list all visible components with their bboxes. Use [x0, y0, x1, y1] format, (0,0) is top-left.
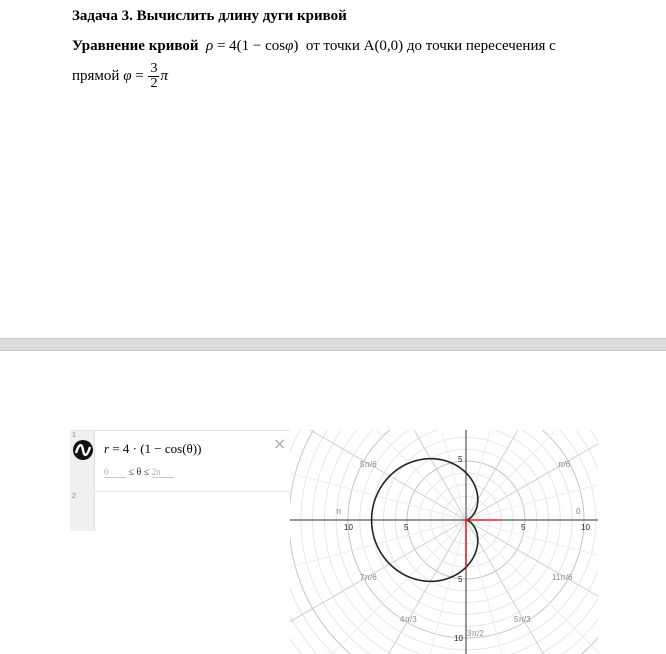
tick-y-neg5: 5 — [458, 575, 463, 584]
label-5pi-6: 5π/6 — [360, 460, 377, 469]
label-7pi-6: 7π/6 — [360, 573, 377, 582]
fraction-numerator: 3 — [150, 61, 158, 76]
page-separator — [0, 338, 666, 351]
pi-symbol: π — [160, 68, 168, 84]
theta-domain — [104, 467, 174, 478]
fraction-denominator: 2 — [150, 76, 158, 91]
phi-symbol-2: φ — [123, 68, 132, 84]
grid-ray — [466, 520, 598, 624]
phi-symbol: φ — [285, 38, 294, 54]
tick-x-neg10: 10 — [344, 523, 353, 532]
curve-equation-line — [72, 38, 556, 55]
line-condition — [72, 62, 168, 102]
label-pi: π — [336, 507, 342, 516]
curve-label: Уравнение кривой — [72, 38, 199, 54]
delete-expression-icon[interactable]: × — [273, 434, 287, 453]
line-label: прямой — [72, 68, 120, 84]
task-title: Задача 3. Вычислить длину дуги кривой — [72, 8, 347, 24]
curve-equation-rhs: = 4(1 − cos — [216, 38, 286, 54]
domain-inequality: ≤ θ ≤ — [128, 467, 150, 478]
polar-graph[interactable] — [290, 430, 598, 654]
expression-input[interactable] — [104, 441, 201, 457]
desmos-logo-icon — [73, 440, 93, 460]
tick-y-neg10: 10 — [454, 634, 463, 643]
row-number-2: 2 — [72, 493, 76, 500]
rho-symbol: ρ — [205, 38, 214, 54]
r-variable: r — [104, 441, 110, 456]
label-zero: 0 — [576, 507, 581, 516]
label-4pi-3: 4π/3 — [400, 615, 417, 624]
tick-x-pos5: 5 — [521, 523, 526, 532]
expression-divider — [94, 491, 290, 492]
fraction-three-halves — [148, 62, 159, 91]
grid-circle — [313, 430, 598, 654]
tick-y-pos5: 5 — [458, 455, 463, 464]
graph-canvas[interactable] — [290, 430, 598, 654]
from-point-text: от точки А(0,0) до точки пересечения с — [305, 38, 556, 54]
equals-sign: = — [135, 68, 144, 84]
expression-rhs: = 4 · (1 − cos(θ)) — [112, 441, 202, 456]
equation-close-paren: ) — [293, 38, 299, 54]
grid-ray — [290, 430, 466, 520]
row-number-1: 1 — [72, 432, 76, 439]
label-pi-6: π/6 — [558, 460, 571, 469]
grid-ray — [362, 520, 466, 654]
tick-x-neg5: 5 — [404, 523, 409, 532]
tick-x-pos10: 10 — [581, 523, 590, 532]
grid-ray — [290, 520, 466, 654]
domain-lower-input[interactable]: 0 — [104, 467, 126, 478]
grid-ray — [290, 520, 466, 654]
expression-list[interactable] — [70, 430, 290, 531]
label-11pi-6: 11π/6 — [552, 573, 573, 582]
polar-grid — [290, 430, 598, 654]
grid-ray — [290, 520, 466, 654]
domain-upper-input[interactable]: 2π — [152, 467, 174, 478]
label-3pi-2: 3π/2 — [467, 629, 484, 638]
label-5pi-3: 5π/3 — [514, 615, 531, 624]
expression-gutter — [70, 431, 95, 531]
